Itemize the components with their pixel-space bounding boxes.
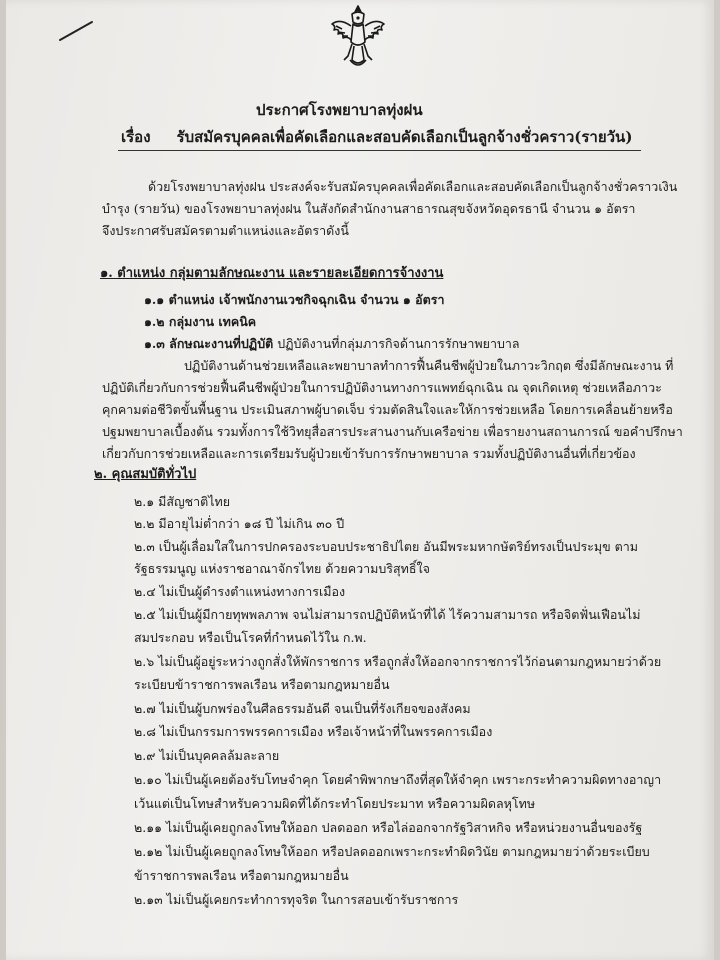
duty-text: ปฏิบัติงานที่กลุ่มภารกิจด้านการรักษาพยาบาล — [277, 336, 520, 351]
qualification-item: รัฐธรรมนูญ แห่งราชอาณาจักรไทย ด้วยความบริสุทธิ์ใจ — [134, 561, 430, 576]
qualification-item: ๒.๔ ไม่เป็นผู้ดำรงตำแหน่งทางการเมือง — [134, 584, 346, 599]
qualification-item: ข้าราชการพลเรือน หรือตามกฎหมายอื่น — [134, 868, 349, 883]
garuda-emblem-icon — [328, 4, 388, 70]
duty-description-line: ปฐมพยาบาลเบื้องต้น รวมทั้งการใช้วิทยุสื่อสารประสานงานกับเครือข่าย เพื่อรายงานสถานการณ์ ขอคำปรึกษา — [102, 424, 683, 439]
subject-line — [121, 125, 632, 149]
duty-label: ๑.๓ ลักษณะงานที่ปฏิบัติ — [144, 336, 274, 351]
duty-description-line: ปฏิบัติงานด้านช่วยเหลือและพยาบาลทำการฟื้นคืนชีพผู้ป่วยในภาวะวิกฤต ซึ่งมีลักษณะงาน ที่ — [184, 358, 674, 373]
announcement-title: ประกาศโรงพยาบาลทุ่งฝน — [256, 101, 423, 119]
subject-text: รับสมัครบุคคลเพื่อคัดเลือกและสอบคัดเลือกเป็นลูกจ้างชั่วคราว(รายวัน) — [176, 128, 633, 146]
duty-description-line: ปฏิบัติเกี่ยวกับการช่วยฟื้นคืนชีพผู้ป่วยในการปฏิบัติงานทางการแพทย์ฉุกเฉิน ณ จุดเกิดเหตุ ช่วยเหลือภาวะ — [102, 380, 662, 395]
pen-stroke-mark — [58, 20, 94, 42]
duty-line — [144, 334, 520, 354]
duty-description-line: เกี่ยวกับการช่วยเหลือและการเตรียมรับผู้ป่วยเข้ารับการรักษาพยาบาล รวมทั้งปฏิบัติงานอื่นที่เกี่ยวข้อง — [102, 446, 636, 461]
document-page — [6, 0, 714, 960]
qualification-item: ๒.๑๐ ไม่เป็นผู้เคยต้องรับโทษจำคุก โดยคำพิพากษาถึงที่สุดให้จำคุก เพราะกระทำความผิดทางอาญา — [134, 772, 662, 787]
qualification-item: ระเบียบข้าราชการพลเรือน หรือตามกฎหมายอื่น — [134, 677, 390, 692]
qualification-item: ๒.๑ มีสัญชาติไทย — [134, 494, 231, 509]
qualification-item: ๒.๕ ไม่เป็นผู้มีกายทุพพลภาพ จนไม่สามารถปฏิบัติหน้าที่ได้ ไร้ความสามารถ หรือจิตฟั่นเฟือนไม่ — [134, 607, 641, 622]
intro-line: บำรุง (รายวัน) ของโรงพยาบาลทุ่งฝน ในสังกัดสำนักงานสาธารณสุขจังหวัดอุดรธานี จำนวน ๑ อัตรา — [102, 201, 636, 216]
intro-paragraph — [102, 176, 678, 242]
section-2-heading: ๒. คุณสมบัติทั่วไป — [94, 467, 197, 482]
qualification-item: เว้นแต่เป็นโทษสำหรับความผิดที่ได้กระทำโดยประมาท หรือความผิดลหุโทษ — [134, 796, 536, 811]
qualification-item: ๒.๓ เป็นผู้เลื่อมใสในการปกครองระบอบประชาธิปไตย อันมีพระมหากษัตริย์ทรงเป็นประมุข ตาม — [134, 539, 639, 554]
intro-line: ด้วยโรงพยาบาลทุ่งฝน ประสงค์จะรับสมัครบุคคลเพื่อคัดเลือกและสอบคัดเลือกเป็นลูกจ้างชั่วคราวเงิน — [148, 179, 678, 194]
position-line: ๑.๑ ตำแหน่ง เจ้าพนักงานเวชกิจฉุกเฉิน จำนวน ๑ อัตรา — [144, 292, 445, 307]
section-1-heading: ๑. ตำแหน่ง กลุ่มตามลักษณะงาน และรายละเอียดการจ้างงาน — [100, 266, 444, 281]
title-underline — [118, 150, 641, 151]
qualification-item: ๒.๖ ไม่เป็นผู้อยู่ระหว่างถูกสั่งให้พักราชการ หรือถูกสั่งให้ออกจากราชการไว้ก่อนตามกฎหมายว่าด้วย — [134, 654, 662, 669]
qualification-item: ๒.๒ มีอายุไม่ต่ำกว่า ๑๘ ปี ไม่เกิน ๓๐ ปี — [134, 516, 345, 531]
subject-label: เรื่อง — [121, 128, 151, 146]
qualification-item: ๒.๗ ไม่เป็นผู้บกพร่องในศีลธรรมอันดี จนเป็นที่รังเกียจของสังคม — [134, 701, 471, 716]
qualification-item: สมประกอบ หรือเป็นโรคที่กำหนดไว้ใน ก.พ. — [134, 630, 367, 645]
qualification-item: ๒.๘ ไม่เป็นกรรมการพรรคการเมือง หรือเจ้าหน้าที่ในพรรคการเมือง — [134, 724, 493, 739]
qualification-item: ๒.๑๒ ไม่เป็นผู้เคยถูกลงโทษให้ออก หรือปลดออกเพราะกระทำผิดวินัย ตามกฎหมายว่าด้วยระเบียบ — [134, 844, 650, 859]
intro-line: จึงประกาศรับสมัครตามตำแหน่งและอัตราดังนี้ — [102, 223, 349, 238]
qualification-item: ๒.๑๓ ไม่เป็นผู้เคยกระทำการทุจริต ในการสอบเข้ารับราชการ — [134, 892, 459, 907]
qualification-item: ๒.๙ ไม่เป็นบุคคลล้มละลาย — [134, 748, 280, 763]
duty-description-line: คุกคามต่อชีวิตขั้นพื้นฐาน ประเมินสภาพผู้บาดเจ็บ ร่วมตัดสินใจและให้การช่วยเหลือ โดยการเคลื่อนย้ายหรือ — [102, 402, 673, 417]
qualification-item: ๒.๑๑ ไม่เป็นผู้เคยถูกลงโทษให้ออก ปลดออก หรือไล่ออกจากรัฐวิสาหกิจ หรือหน่วยงานอื่นของรัฐ — [134, 820, 643, 835]
group-line: ๑.๒ กลุ่มงาน เทคนิค — [144, 314, 257, 329]
